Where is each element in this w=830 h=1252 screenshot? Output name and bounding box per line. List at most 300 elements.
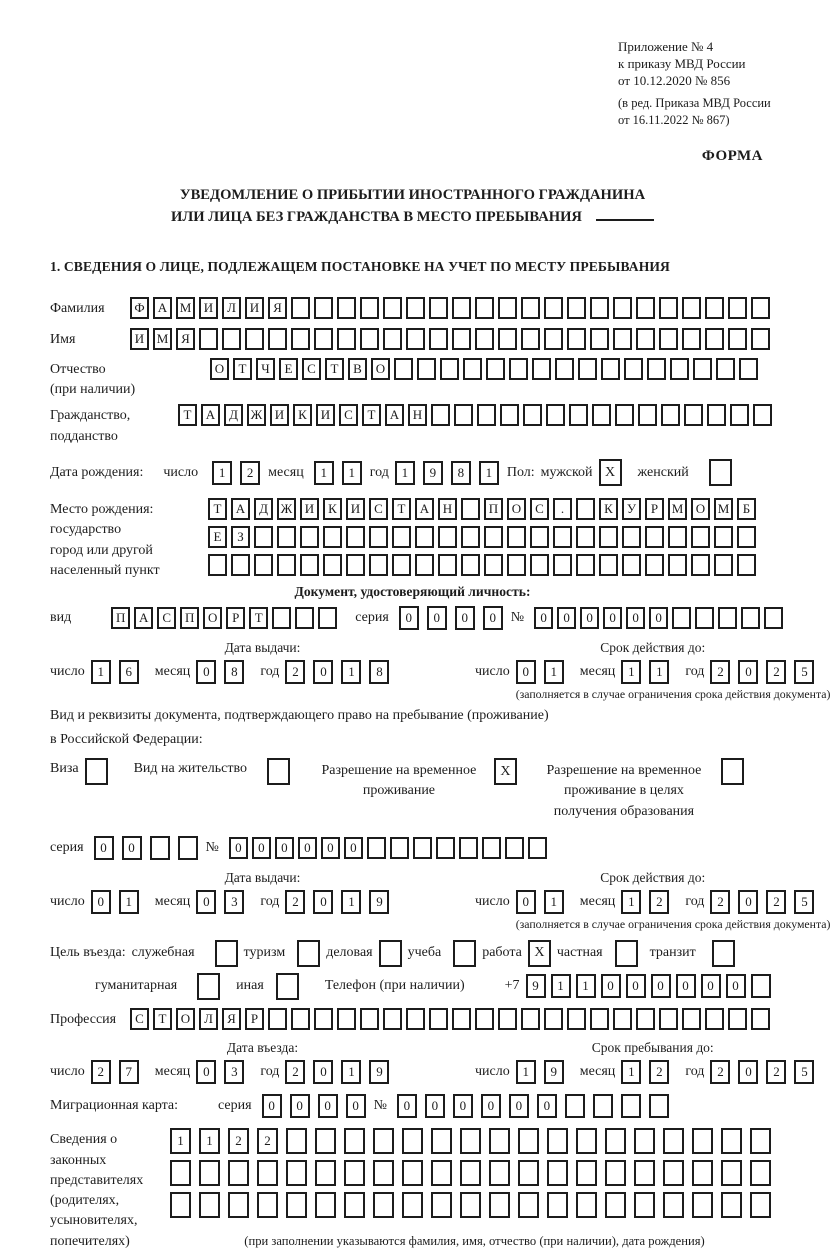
- char-cell[interactable]: [390, 837, 409, 859]
- char-cell[interactable]: [593, 1094, 613, 1118]
- char-cell[interactable]: [477, 404, 496, 426]
- char-cell[interactable]: [431, 1160, 452, 1186]
- char-cell[interactable]: [500, 404, 519, 426]
- char-cell[interactable]: [268, 1008, 287, 1030]
- char-cell[interactable]: [272, 607, 291, 629]
- char-cell[interactable]: [576, 1128, 597, 1154]
- char-cell[interactable]: Д: [224, 404, 243, 426]
- char-cell[interactable]: К: [599, 498, 618, 520]
- char-cell[interactable]: [645, 526, 664, 548]
- char-cell[interactable]: П: [111, 607, 130, 629]
- purpose-official-checkbox[interactable]: [215, 940, 238, 967]
- char-cell[interactable]: С: [369, 498, 388, 520]
- char-cell[interactable]: Е: [279, 358, 298, 380]
- char-cell[interactable]: [764, 607, 783, 629]
- char-cell[interactable]: И: [300, 498, 319, 520]
- char-cell[interactable]: [553, 526, 572, 548]
- char-cell[interactable]: [344, 1128, 365, 1154]
- char-cell[interactable]: [649, 1094, 669, 1118]
- char-cell[interactable]: [254, 526, 273, 548]
- purpose-work-checkbox[interactable]: X: [528, 940, 551, 967]
- char-cell[interactable]: 0: [483, 606, 503, 630]
- char-cell[interactable]: О: [371, 358, 390, 380]
- char-cell[interactable]: [663, 1160, 684, 1186]
- char-cell[interactable]: [518, 1128, 539, 1154]
- char-cell[interactable]: [521, 328, 540, 350]
- char-cell[interactable]: [509, 358, 528, 380]
- char-cell[interactable]: [663, 1128, 684, 1154]
- char-cell[interactable]: [692, 1128, 713, 1154]
- char-cell[interactable]: З: [231, 526, 250, 548]
- char-cell[interactable]: [369, 554, 388, 576]
- char-cell[interactable]: 1: [341, 660, 361, 684]
- char-cell[interactable]: [544, 297, 563, 319]
- char-cell[interactable]: [392, 526, 411, 548]
- char-cell[interactable]: [373, 1192, 394, 1218]
- char-cell[interactable]: [578, 358, 597, 380]
- char-cell[interactable]: [634, 1160, 655, 1186]
- char-cell[interactable]: [498, 297, 517, 319]
- char-cell[interactable]: [716, 358, 735, 380]
- char-cell[interactable]: [461, 526, 480, 548]
- char-cell[interactable]: [750, 1160, 771, 1186]
- char-cell[interactable]: Ж: [277, 498, 296, 520]
- char-cell[interactable]: И: [270, 404, 289, 426]
- char-cell[interactable]: 2: [710, 1060, 730, 1084]
- char-cell[interactable]: [567, 297, 586, 319]
- char-cell[interactable]: 6: [119, 660, 139, 684]
- char-cell[interactable]: 1: [544, 660, 564, 684]
- char-cell[interactable]: [721, 1192, 742, 1218]
- char-cell[interactable]: 9: [544, 1060, 564, 1084]
- char-cell[interactable]: 0: [626, 974, 646, 998]
- char-cell[interactable]: А: [415, 498, 434, 520]
- char-cell[interactable]: [670, 358, 689, 380]
- char-cell[interactable]: 1: [621, 660, 641, 684]
- char-cell[interactable]: [682, 328, 701, 350]
- char-cell[interactable]: [360, 328, 379, 350]
- char-cell[interactable]: А: [385, 404, 404, 426]
- char-cell[interactable]: Т: [362, 404, 381, 426]
- char-cell[interactable]: [692, 1192, 713, 1218]
- char-cell[interactable]: О: [203, 607, 222, 629]
- char-cell[interactable]: 0: [196, 660, 216, 684]
- char-cell[interactable]: 2: [257, 1128, 278, 1154]
- char-cell[interactable]: [277, 526, 296, 548]
- char-cell[interactable]: [346, 526, 365, 548]
- char-cell[interactable]: [647, 358, 666, 380]
- char-cell[interactable]: 0: [516, 660, 536, 684]
- char-cell[interactable]: [452, 328, 471, 350]
- char-cell[interactable]: Т: [325, 358, 344, 380]
- char-cell[interactable]: [693, 358, 712, 380]
- char-cell[interactable]: [431, 1192, 452, 1218]
- char-cell[interactable]: [659, 328, 678, 350]
- char-cell[interactable]: [613, 328, 632, 350]
- char-cell[interactable]: 0: [676, 974, 696, 998]
- char-cell[interactable]: [565, 1094, 585, 1118]
- char-cell[interactable]: [576, 526, 595, 548]
- char-cell[interactable]: 0: [738, 890, 758, 914]
- char-cell[interactable]: [684, 404, 703, 426]
- char-cell[interactable]: [484, 554, 503, 576]
- char-cell[interactable]: [692, 1160, 713, 1186]
- temp-residence-checkbox[interactable]: X: [494, 758, 517, 785]
- char-cell[interactable]: [753, 404, 772, 426]
- char-cell[interactable]: [406, 297, 425, 319]
- char-cell[interactable]: И: [245, 297, 264, 319]
- char-cell[interactable]: [668, 554, 687, 576]
- char-cell[interactable]: А: [134, 607, 153, 629]
- char-cell[interactable]: [484, 526, 503, 548]
- char-cell[interactable]: [413, 837, 432, 859]
- char-cell[interactable]: [613, 297, 632, 319]
- char-cell[interactable]: [360, 297, 379, 319]
- char-cell[interactable]: Т: [249, 607, 268, 629]
- char-cell[interactable]: 0: [262, 1094, 282, 1118]
- char-cell[interactable]: 0: [313, 890, 333, 914]
- char-cell[interactable]: 0: [534, 607, 553, 629]
- char-cell[interactable]: 5: [794, 1060, 814, 1084]
- char-cell[interactable]: [751, 1008, 770, 1030]
- char-cell[interactable]: И: [316, 404, 335, 426]
- char-cell[interactable]: [659, 1008, 678, 1030]
- char-cell[interactable]: А: [201, 404, 220, 426]
- char-cell[interactable]: Б: [737, 498, 756, 520]
- char-cell[interactable]: [314, 297, 333, 319]
- char-cell[interactable]: 0: [122, 836, 142, 860]
- char-cell[interactable]: [254, 554, 273, 576]
- char-cell[interactable]: Т: [153, 1008, 172, 1030]
- temp-residence-education-checkbox[interactable]: [721, 758, 744, 785]
- char-cell[interactable]: [672, 607, 691, 629]
- char-cell[interactable]: [634, 1192, 655, 1218]
- char-cell[interactable]: [208, 554, 227, 576]
- char-cell[interactable]: С: [530, 498, 549, 520]
- char-cell[interactable]: 1: [621, 1060, 641, 1084]
- char-cell[interactable]: [737, 554, 756, 576]
- char-cell[interactable]: [636, 1008, 655, 1030]
- char-cell[interactable]: [337, 328, 356, 350]
- char-cell[interactable]: [567, 1008, 586, 1030]
- char-cell[interactable]: Р: [245, 1008, 264, 1030]
- char-cell[interactable]: [295, 607, 314, 629]
- char-cell[interactable]: 0: [321, 837, 340, 859]
- char-cell[interactable]: [402, 1160, 423, 1186]
- char-cell[interactable]: 5: [794, 890, 814, 914]
- char-cell[interactable]: П: [180, 607, 199, 629]
- char-cell[interactable]: [383, 1008, 402, 1030]
- char-cell[interactable]: 9: [423, 461, 443, 485]
- char-cell[interactable]: [486, 358, 505, 380]
- char-cell[interactable]: [590, 328, 609, 350]
- char-cell[interactable]: [718, 607, 737, 629]
- char-cell[interactable]: [528, 837, 547, 859]
- char-cell[interactable]: 1: [551, 974, 571, 998]
- char-cell[interactable]: [150, 836, 170, 860]
- char-cell[interactable]: И: [199, 297, 218, 319]
- char-cell[interactable]: [601, 358, 620, 380]
- char-cell[interactable]: [360, 1008, 379, 1030]
- char-cell[interactable]: [668, 526, 687, 548]
- char-cell[interactable]: [605, 1128, 626, 1154]
- char-cell[interactable]: [622, 526, 641, 548]
- sex-male-checkbox[interactable]: X: [599, 459, 622, 486]
- char-cell[interactable]: [505, 837, 524, 859]
- char-cell[interactable]: [429, 1008, 448, 1030]
- char-cell[interactable]: 2: [285, 1060, 305, 1084]
- char-cell[interactable]: [721, 1160, 742, 1186]
- char-cell[interactable]: [659, 297, 678, 319]
- char-cell[interactable]: 0: [298, 837, 317, 859]
- char-cell[interactable]: [636, 297, 655, 319]
- char-cell[interactable]: [417, 358, 436, 380]
- char-cell[interactable]: [314, 328, 333, 350]
- char-cell[interactable]: Л: [222, 297, 241, 319]
- char-cell[interactable]: 0: [275, 837, 294, 859]
- char-cell[interactable]: [489, 1160, 510, 1186]
- char-cell[interactable]: Р: [645, 498, 664, 520]
- char-cell[interactable]: [682, 297, 701, 319]
- char-cell[interactable]: 2: [710, 890, 730, 914]
- char-cell[interactable]: С: [130, 1008, 149, 1030]
- char-cell[interactable]: 9: [369, 890, 389, 914]
- char-cell[interactable]: М: [668, 498, 687, 520]
- char-cell[interactable]: 0: [726, 974, 746, 998]
- char-cell[interactable]: [634, 1128, 655, 1154]
- visa-checkbox[interactable]: [85, 758, 108, 785]
- char-cell[interactable]: 3: [224, 1060, 244, 1084]
- char-cell[interactable]: Ф: [130, 297, 149, 319]
- char-cell[interactable]: [645, 554, 664, 576]
- char-cell[interactable]: [286, 1160, 307, 1186]
- char-cell[interactable]: [751, 974, 771, 998]
- char-cell[interactable]: [373, 1160, 394, 1186]
- char-cell[interactable]: 2: [766, 660, 786, 684]
- char-cell[interactable]: 0: [649, 607, 668, 629]
- char-cell[interactable]: [436, 837, 455, 859]
- char-cell[interactable]: [592, 404, 611, 426]
- char-cell[interactable]: [705, 1008, 724, 1030]
- char-cell[interactable]: [394, 358, 413, 380]
- char-cell[interactable]: [337, 297, 356, 319]
- char-cell[interactable]: [714, 526, 733, 548]
- char-cell[interactable]: 1: [199, 1128, 220, 1154]
- char-cell[interactable]: [489, 1192, 510, 1218]
- char-cell[interactable]: 1: [341, 1060, 361, 1084]
- char-cell[interactable]: [286, 1192, 307, 1218]
- char-cell[interactable]: [544, 1008, 563, 1030]
- char-cell[interactable]: [440, 358, 459, 380]
- char-cell[interactable]: [737, 526, 756, 548]
- char-cell[interactable]: [315, 1128, 336, 1154]
- char-cell[interactable]: [291, 297, 310, 319]
- char-cell[interactable]: [728, 297, 747, 319]
- char-cell[interactable]: [507, 526, 526, 548]
- char-cell[interactable]: [315, 1160, 336, 1186]
- char-cell[interactable]: [728, 1008, 747, 1030]
- char-cell[interactable]: [547, 1128, 568, 1154]
- char-cell[interactable]: [750, 1192, 771, 1218]
- char-cell[interactable]: 1: [479, 461, 499, 485]
- char-cell[interactable]: [344, 1160, 365, 1186]
- char-cell[interactable]: [475, 297, 494, 319]
- char-cell[interactable]: С: [339, 404, 358, 426]
- char-cell[interactable]: [369, 526, 388, 548]
- char-cell[interactable]: 0: [601, 974, 621, 998]
- char-cell[interactable]: [228, 1192, 249, 1218]
- char-cell[interactable]: [489, 1128, 510, 1154]
- char-cell[interactable]: [429, 297, 448, 319]
- char-cell[interactable]: [257, 1192, 278, 1218]
- char-cell[interactable]: [257, 1160, 278, 1186]
- char-cell[interactable]: 1: [212, 461, 232, 485]
- char-cell[interactable]: [315, 1192, 336, 1218]
- char-cell[interactable]: 0: [537, 1094, 557, 1118]
- char-cell[interactable]: 3: [224, 890, 244, 914]
- char-cell[interactable]: А: [153, 297, 172, 319]
- char-cell[interactable]: [546, 404, 565, 426]
- char-cell[interactable]: Т: [178, 404, 197, 426]
- char-cell[interactable]: 0: [399, 606, 419, 630]
- char-cell[interactable]: [392, 554, 411, 576]
- char-cell[interactable]: [344, 1192, 365, 1218]
- char-cell[interactable]: [751, 328, 770, 350]
- char-cell[interactable]: Е: [208, 526, 227, 548]
- char-cell[interactable]: [346, 554, 365, 576]
- char-cell[interactable]: [590, 1008, 609, 1030]
- char-cell[interactable]: Н: [438, 498, 457, 520]
- char-cell[interactable]: Р: [226, 607, 245, 629]
- char-cell[interactable]: [530, 526, 549, 548]
- char-cell[interactable]: [521, 1008, 540, 1030]
- purpose-other-checkbox[interactable]: [276, 973, 299, 1000]
- char-cell[interactable]: [576, 1160, 597, 1186]
- purpose-tourism-checkbox[interactable]: [297, 940, 320, 967]
- char-cell[interactable]: 0: [252, 837, 271, 859]
- char-cell[interactable]: П: [484, 498, 503, 520]
- char-cell[interactable]: 1: [119, 890, 139, 914]
- char-cell[interactable]: 0: [94, 836, 114, 860]
- char-cell[interactable]: [750, 1128, 771, 1154]
- char-cell[interactable]: О: [691, 498, 710, 520]
- char-cell[interactable]: [576, 554, 595, 576]
- char-cell[interactable]: [475, 1008, 494, 1030]
- char-cell[interactable]: 2: [285, 890, 305, 914]
- char-cell[interactable]: [415, 526, 434, 548]
- char-cell[interactable]: [547, 1160, 568, 1186]
- char-cell[interactable]: М: [176, 297, 195, 319]
- char-cell[interactable]: 0: [318, 1094, 338, 1118]
- char-cell[interactable]: 0: [397, 1094, 417, 1118]
- char-cell[interactable]: [605, 1192, 626, 1218]
- char-cell[interactable]: [691, 554, 710, 576]
- char-cell[interactable]: 0: [481, 1094, 501, 1118]
- char-cell[interactable]: 1: [341, 890, 361, 914]
- char-cell[interactable]: [624, 358, 643, 380]
- char-cell[interactable]: В: [348, 358, 367, 380]
- char-cell[interactable]: [547, 1192, 568, 1218]
- char-cell[interactable]: [245, 328, 264, 350]
- char-cell[interactable]: 1: [516, 1060, 536, 1084]
- char-cell[interactable]: [705, 328, 724, 350]
- char-cell[interactable]: 5: [794, 660, 814, 684]
- char-cell[interactable]: .: [553, 498, 572, 520]
- char-cell[interactable]: [460, 1192, 481, 1218]
- char-cell[interactable]: [318, 607, 337, 629]
- char-cell[interactable]: 0: [344, 837, 363, 859]
- char-cell[interactable]: [383, 297, 402, 319]
- char-cell[interactable]: [521, 297, 540, 319]
- char-cell[interactable]: 9: [369, 1060, 389, 1084]
- char-cell[interactable]: И: [346, 498, 365, 520]
- char-cell[interactable]: [730, 404, 749, 426]
- purpose-humanitarian-checkbox[interactable]: [197, 973, 220, 1000]
- char-cell[interactable]: [286, 1128, 307, 1154]
- char-cell[interactable]: [482, 837, 501, 859]
- char-cell[interactable]: [576, 1192, 597, 1218]
- char-cell[interactable]: [498, 328, 517, 350]
- char-cell[interactable]: Н: [408, 404, 427, 426]
- char-cell[interactable]: [406, 1008, 425, 1030]
- char-cell[interactable]: [199, 1192, 220, 1218]
- char-cell[interactable]: [714, 554, 733, 576]
- char-cell[interactable]: 0: [651, 974, 671, 998]
- char-cell[interactable]: [199, 328, 218, 350]
- char-cell[interactable]: 0: [580, 607, 599, 629]
- char-cell[interactable]: [431, 1128, 452, 1154]
- char-cell[interactable]: 0: [346, 1094, 366, 1118]
- char-cell[interactable]: 0: [701, 974, 721, 998]
- char-cell[interactable]: 1: [621, 890, 641, 914]
- char-cell[interactable]: С: [302, 358, 321, 380]
- char-cell[interactable]: 1: [649, 660, 669, 684]
- char-cell[interactable]: [178, 836, 198, 860]
- char-cell[interactable]: [277, 554, 296, 576]
- char-cell[interactable]: 2: [228, 1128, 249, 1154]
- char-cell[interactable]: [438, 554, 457, 576]
- char-cell[interactable]: [463, 358, 482, 380]
- char-cell[interactable]: 0: [738, 1060, 758, 1084]
- char-cell[interactable]: [638, 404, 657, 426]
- char-cell[interactable]: У: [622, 498, 641, 520]
- char-cell[interactable]: [615, 404, 634, 426]
- char-cell[interactable]: [530, 554, 549, 576]
- char-cell[interactable]: [314, 1008, 333, 1030]
- char-cell[interactable]: [475, 328, 494, 350]
- char-cell[interactable]: [461, 554, 480, 576]
- residence-permit-checkbox[interactable]: [267, 758, 290, 785]
- char-cell[interactable]: 2: [766, 1060, 786, 1084]
- char-cell[interactable]: [613, 1008, 632, 1030]
- char-cell[interactable]: [576, 498, 595, 520]
- char-cell[interactable]: 8: [224, 660, 244, 684]
- char-cell[interactable]: [721, 1128, 742, 1154]
- char-cell[interactable]: 1: [170, 1128, 191, 1154]
- purpose-business-checkbox[interactable]: [379, 940, 402, 967]
- char-cell[interactable]: [300, 554, 319, 576]
- char-cell[interactable]: [459, 837, 478, 859]
- char-cell[interactable]: К: [293, 404, 312, 426]
- char-cell[interactable]: Я: [268, 297, 287, 319]
- char-cell[interactable]: [291, 1008, 310, 1030]
- char-cell[interactable]: О: [176, 1008, 195, 1030]
- char-cell[interactable]: 0: [313, 660, 333, 684]
- char-cell[interactable]: [402, 1192, 423, 1218]
- char-cell[interactable]: С: [157, 607, 176, 629]
- char-cell[interactable]: [429, 328, 448, 350]
- char-cell[interactable]: [741, 607, 760, 629]
